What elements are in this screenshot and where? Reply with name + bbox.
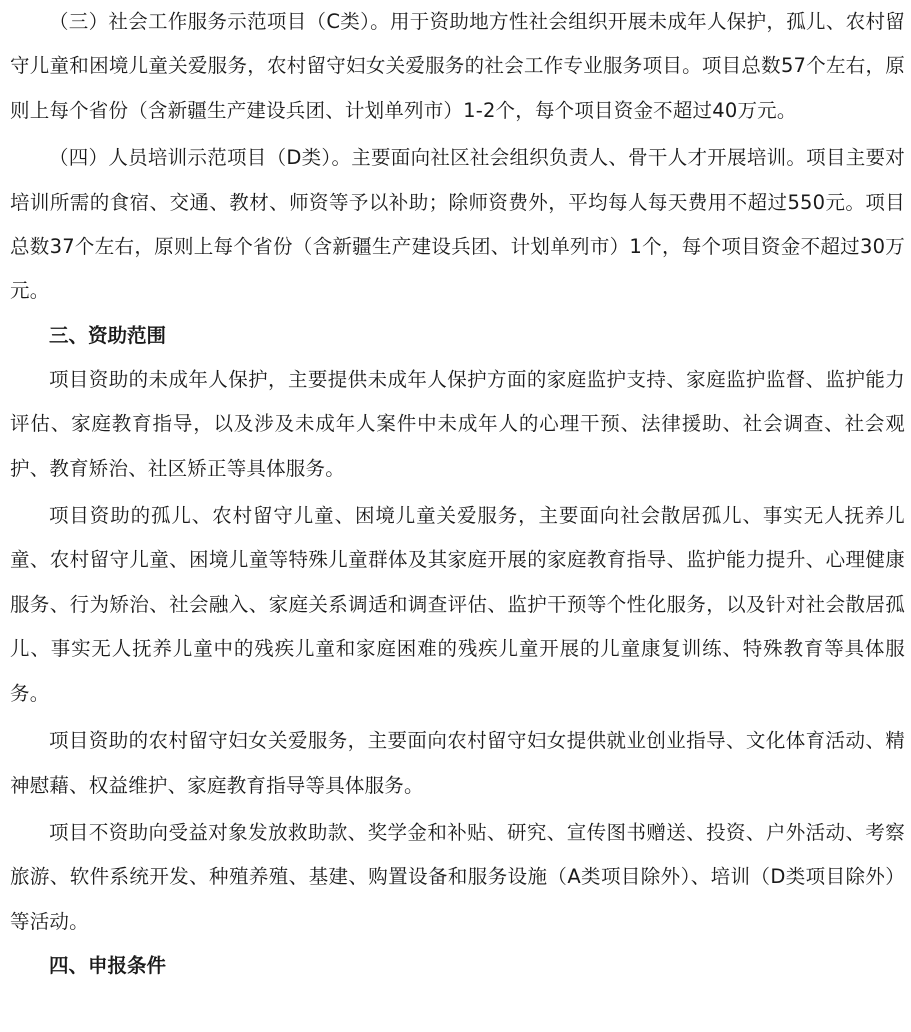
paragraph-c-project: （三）社会工作服务示范项目（C类）。用于资助地方性社会组织开展未成年人保护，孤儿、农村留守儿童和困境儿童关爱服务，农村留守妇女关爱服务的社会工作专业服务项目。项目总数57个左右，原则上每个省份（含新疆生产建设兵团、计划单列市）1-2个，每个项目资金不超过40万元。 <box>10 10 905 122</box>
paragraph-scope-exclusions: 项目不资助向受益对象发放救助款、奖学金和补贴、研究、宣传图书赠送、投资、户外活动、考察旅游、软件系统开发、种殖养殖、基建、购置设备和服务设施（A类项目除外）、培训（D类项目除外）等活动。 <box>10 820 905 933</box>
heading-application-conditions: 四、申报条件 <box>49 954 167 978</box>
paragraph-scope-children-care: 项目资助的孤儿、农村留守儿童、困境儿童关爱服务，主要面向社会散居孤儿、事实无人抚养儿童、农村留守儿童、困境儿童等特殊儿童群体及其家庭开展的家庭教育指导、监护能力提升、心理健康服务、行为矫治、社会融入、家庭关系调适和调查评估、监护干预等个性化服务，以及针对社会散居孤儿、事实无人抚养儿童中的残疾儿童和家庭困难的残疾儿童开展的儿童康复训练、特殊教育等具体服务。 <box>10 504 905 705</box>
paragraph-scope-women-care: 项目资助的农村留守妇女关爱服务，主要面向农村留守妇女提供就业创业指导、文化体育活动、精神慰藉、权益维护、家庭教育指导等具体服务。 <box>10 729 905 797</box>
heading-funding-scope: 三、资助范围 <box>49 323 167 347</box>
paragraph-d-project: （四）人员培训示范项目（D类）。主要面向社区社会组织负责人、骨干人才开展培训。项目主要对培训所需的食宿、交通、教材、师资等予以补助；除师资费外，平均每人每天费用不超过550元。项目总数37个左右，原则上每个省份（含新疆生产建设兵团、计划单列市）1个，每个项目资金不超过30万元。 <box>10 146 905 303</box>
paragraph-scope-minor-protection: 项目资助的未成年人保护，主要提供未成年人保护方面的家庭监护支持、家庭监护监督、监护能力评估、家庭教育指导，以及涉及未成年人案件中未成年人的心理干预、法律援助、社会调查、社会观护、教育矫治、社区矫正等具体服务。 <box>10 367 905 480</box>
